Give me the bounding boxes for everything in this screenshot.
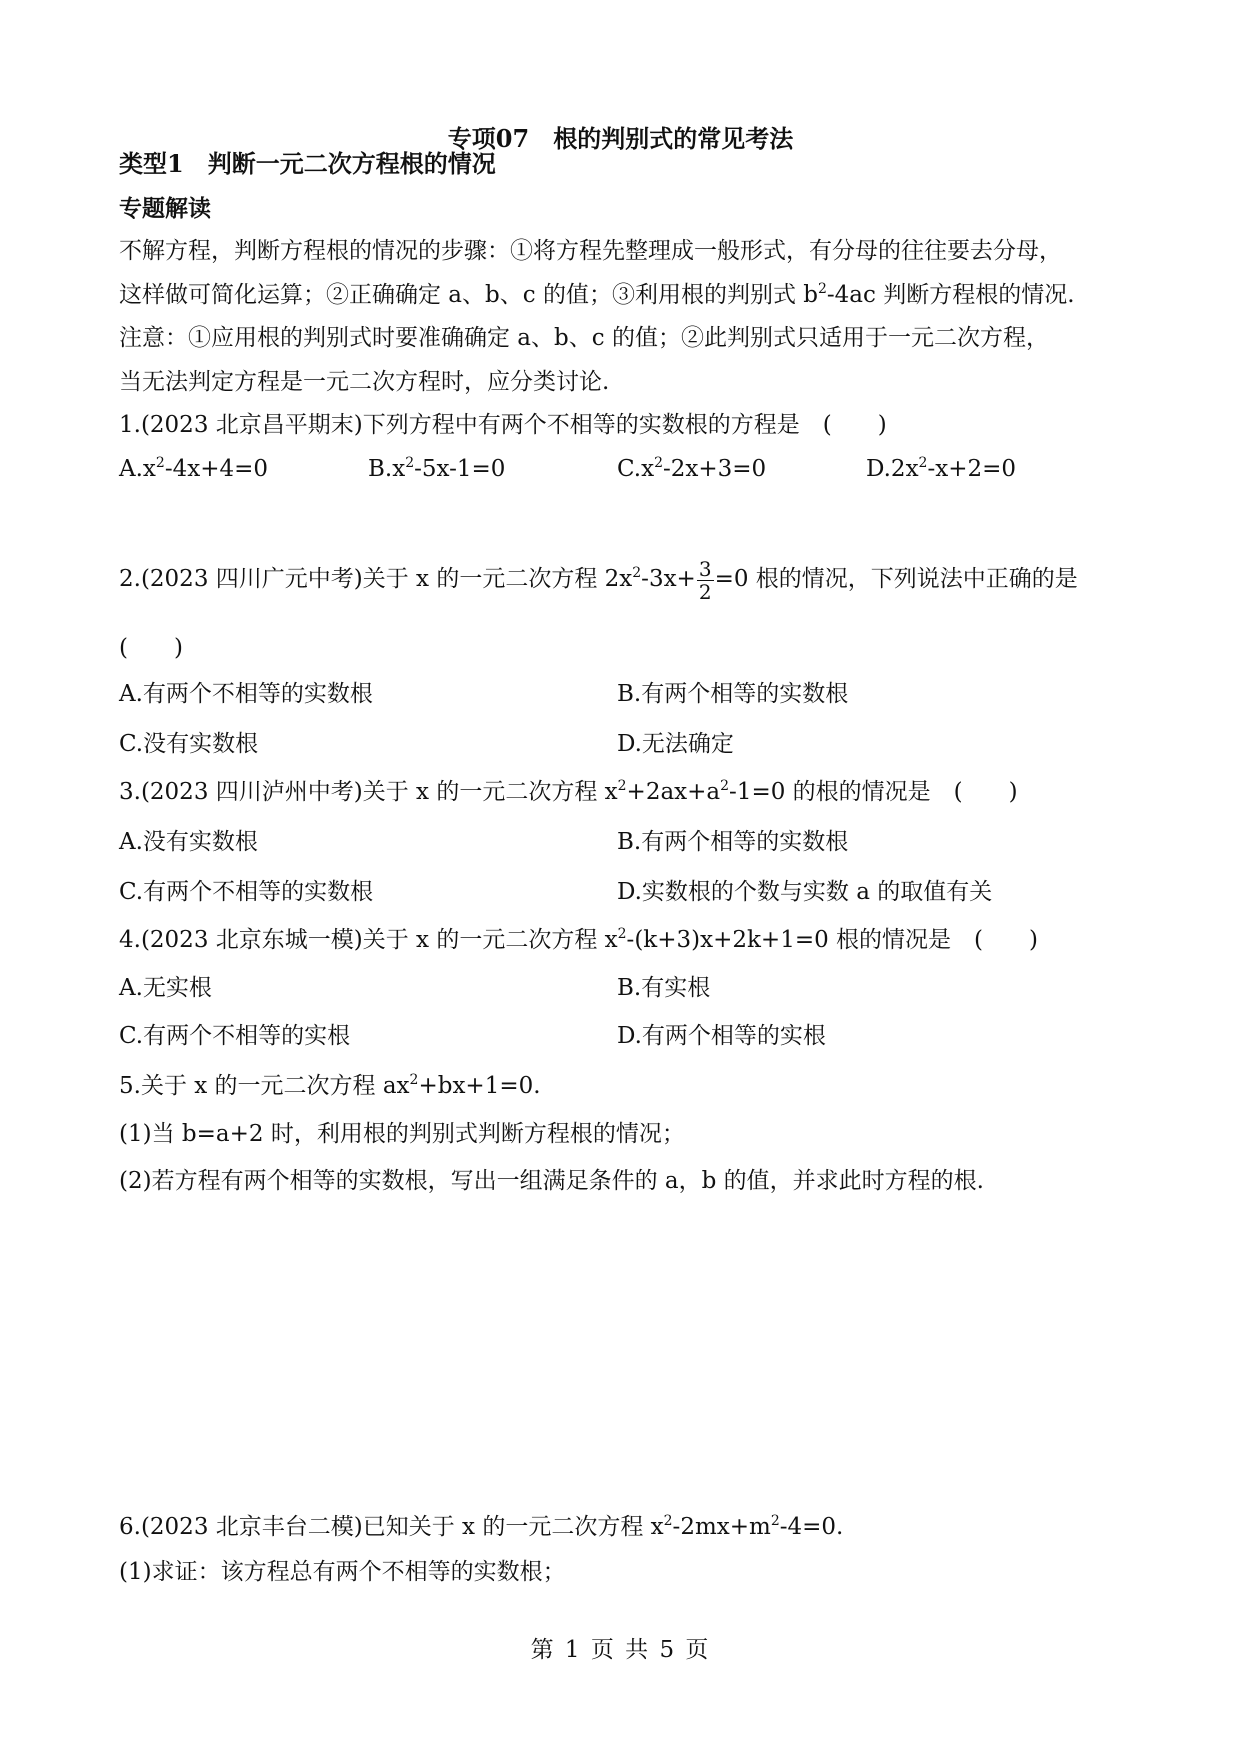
- question-1-option-a: $A.x^2-4x+4=0$: [119, 455, 269, 482]
- question-4-option-a: A.无实根: [119, 975, 212, 1001]
- section-heading: 类型1 判断一元二次方程根的情况: [119, 149, 496, 178]
- intro-line: 不解方程，判断方程根的情况的步骤：①将方程先整理成一般形式，有分母的往往要去分母，: [119, 238, 1062, 264]
- question-5-stem: 5.关于 x 的一元二次方程 $ax^2+bx+1=0$.: [119, 1072, 541, 1099]
- question-2-option-a: A.有两个不相等的实数根: [119, 681, 373, 707]
- question-4-option-d: D.有两个相等的实根: [617, 1023, 826, 1049]
- question-2-option-b: B.有两个相等的实数根: [617, 681, 849, 707]
- intro-line: 这样做可简化运算；②正确确定 a、b、c 的值；③利用根的判别式 $b^2-4ac$ 判断方程根的情况.: [119, 281, 1075, 308]
- question-4-option-b: B.有实根: [617, 975, 711, 1001]
- question-3-option-d: D.实数根的个数与实数 a 的取值有关: [617, 879, 993, 905]
- question-1-option-d: $D.2x^2-x+2=0$: [866, 455, 1017, 482]
- question-3-option-b: B.有两个相等的实数根: [617, 829, 849, 855]
- question-2-paren: ( ): [119, 635, 183, 661]
- question-2-stem: [119, 552, 1078, 606]
- question-4-option-c: C.有两个不相等的实根: [119, 1023, 351, 1049]
- question-4-stem: 4.(2023 北京东城一模)关于 x 的一元二次方程 $x^2-(k+3)x+2k+1=0$ 根的情况是 ( ): [119, 926, 1038, 953]
- fraction: [697, 558, 714, 603]
- question-5-part-1: (1)当 b=a+2 时，利用根的判别式判断方程根的情况；: [119, 1121, 685, 1147]
- question-3-option-c: C.有两个不相等的实数根: [119, 879, 374, 905]
- question-3-stem: 3.(2023 四川泸州中考)关于 x 的一元二次方程 $x^2+2ax+a^2-1=0$ 的根的情况是 ( ): [119, 778, 1018, 805]
- question-1-option-b: $B.x^2-5x-1=0$: [368, 455, 506, 482]
- page-footer: 第 1 页 共 5 页: [530, 1637, 711, 1663]
- subsection-heading: 专题解读: [119, 195, 211, 222]
- question-1-stem: 1.(2023 北京昌平期末)下列方程中有两个不相等的实数根的方程是 ( ): [119, 412, 887, 438]
- question-6-part-1: (1)求证：该方程总有两个不相等的实数根；: [119, 1559, 566, 1585]
- intro-line: 当无法判定方程是一元二次方程时，应分类讨论.: [119, 369, 610, 395]
- question-2-option-c: C.没有实数根: [119, 731, 259, 757]
- intro-line: 注意：①应用根的判别式时要准确确定 a、b、c 的值；②此判别式只适用于一元二次方程，: [119, 325, 1049, 351]
- question-2-stem-after: =0 根的情况，下列说法中正确的是: [714, 566, 1078, 592]
- question-1-option-c: $C.x^2-2x+3=0$: [617, 455, 767, 482]
- fraction-numerator: 3: [698, 556, 712, 581]
- question-2-stem-before: 2.(2023 四川广元中考)关于 x 的一元二次方程 $2x^2-3x+$: [119, 565, 696, 592]
- question-6-stem: 6.(2023 北京丰台二模)已知关于 x 的一元二次方程 $x^2-2mx+m^2-4=0$.: [119, 1513, 844, 1540]
- question-2-option-d: D.无法确定: [617, 731, 734, 757]
- question-5-part-2: (2)若方程有两个相等的实数根，写出一组满足条件的 a，b 的值，并求此时方程的根.: [119, 1168, 984, 1194]
- question-3-option-a: A.没有实数根: [119, 829, 258, 855]
- page-title: 专项07 根的判别式的常见考法: [447, 124, 794, 153]
- fraction-denominator: 2: [698, 579, 712, 604]
